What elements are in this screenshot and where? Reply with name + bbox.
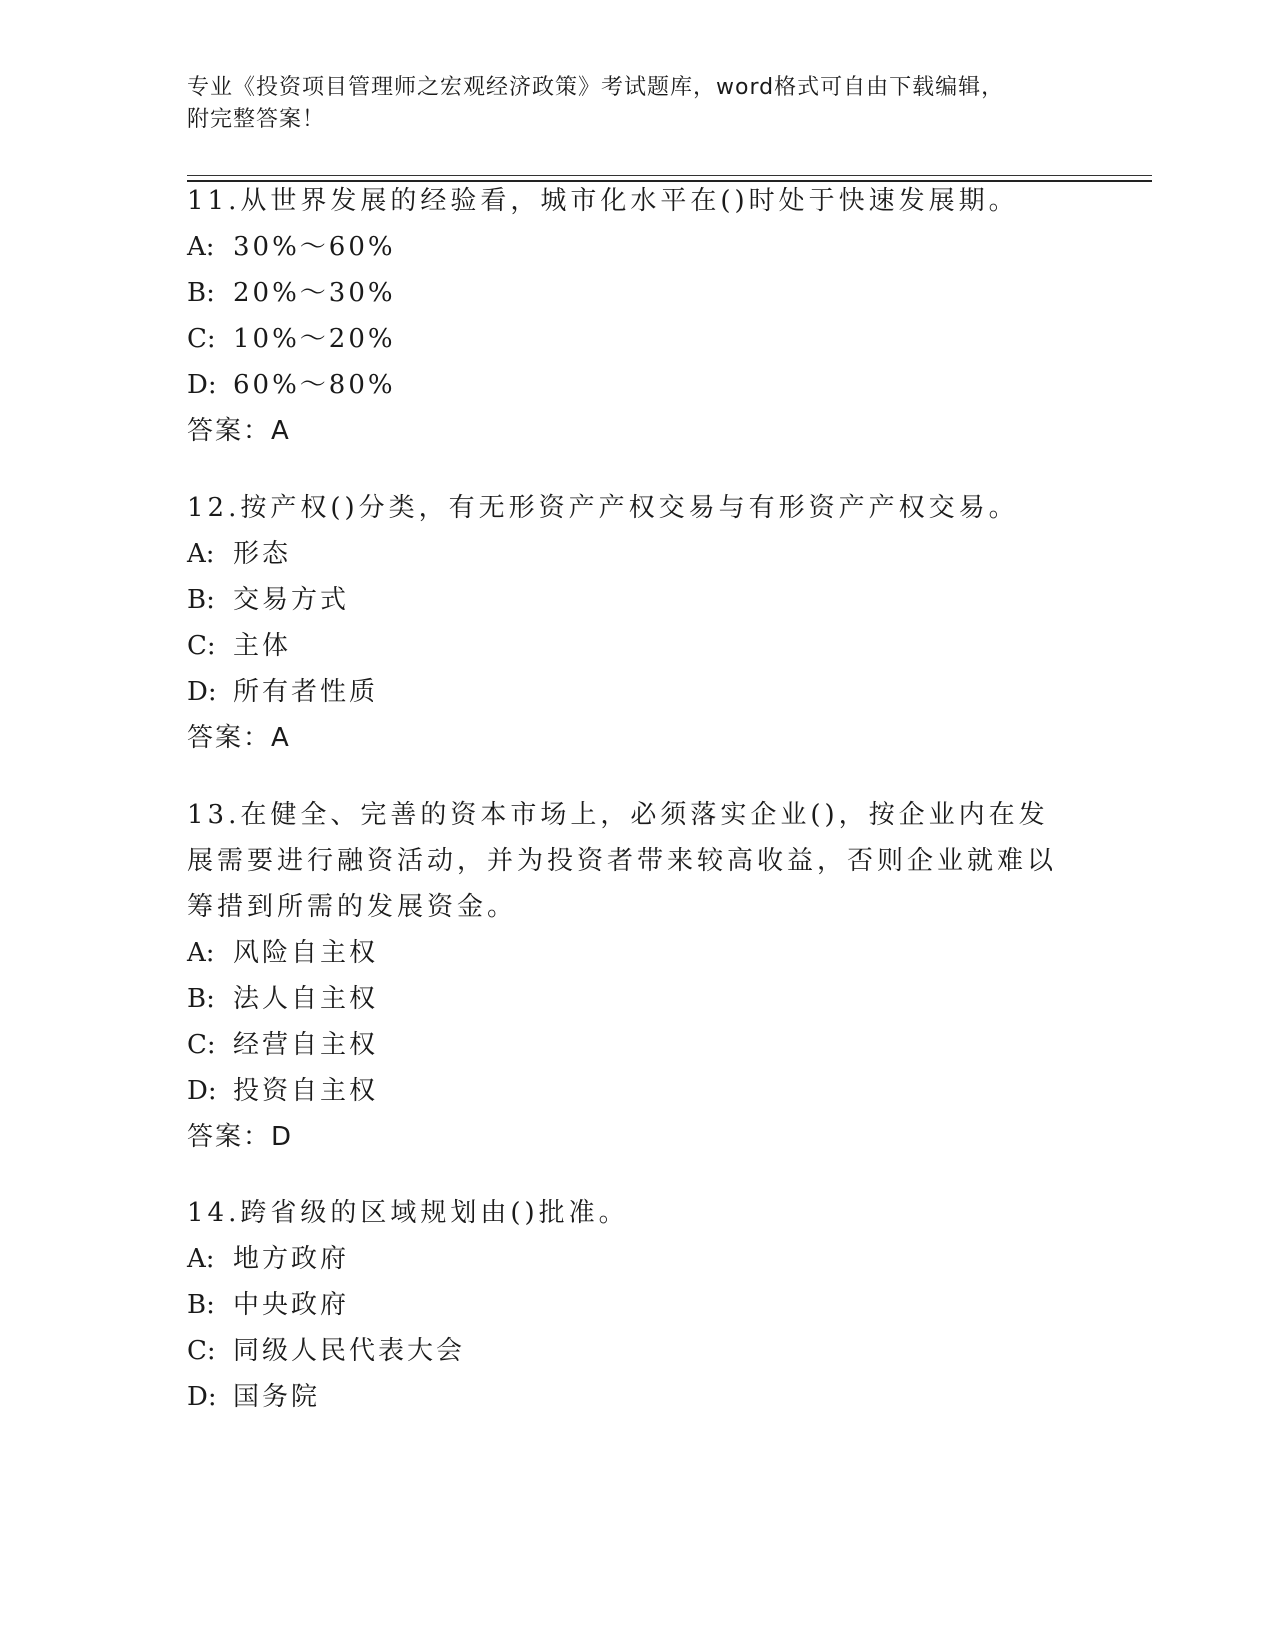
option-text: 30%～60%	[233, 232, 396, 262]
header-line-2: 附完整答案！	[187, 107, 326, 132]
answer-line: 答案：A	[187, 723, 291, 753]
option-b	[187, 1282, 1087, 1328]
header-line-1: 专业《投资项目管理师之宏观经济政策》考试题库，word格式可自由下载编辑，	[187, 75, 1005, 100]
option-a	[187, 224, 1087, 270]
option-text: 形态	[233, 539, 292, 569]
option-key: C:	[187, 631, 216, 661]
option-text: 10%～20%	[233, 324, 396, 354]
option-a	[187, 930, 1072, 976]
option-text: 中央政府	[233, 1290, 350, 1320]
document-header	[187, 72, 1087, 136]
option-b	[187, 976, 1072, 1022]
option-text: 20%～30%	[233, 278, 396, 308]
option-key: C:	[187, 1030, 216, 1060]
option-d	[187, 669, 1087, 715]
option-text: 交易方式	[233, 585, 350, 615]
question-13	[187, 792, 1072, 1160]
option-text: 所有者性质	[233, 677, 379, 707]
option-text: 法人自主权	[233, 984, 379, 1014]
option-text: 国务院	[233, 1382, 321, 1412]
header-divider-thin	[187, 175, 1152, 176]
question-stem: 11.从世界发展的经验看，城市化水平在()时处于快速发展期。	[187, 186, 1019, 216]
option-text: 风险自主权	[233, 938, 379, 968]
option-d	[187, 1374, 1087, 1420]
option-key: D:	[187, 370, 217, 400]
answer-line: 答案：D	[187, 1122, 294, 1152]
option-b	[187, 577, 1087, 623]
option-text: 60%～80%	[233, 370, 396, 400]
question-stem: 13.在健全、完善的资本市场上，必须落实企业()，按企业内在发展需要进行融资活动，并为投资者带来较高收益，否则企业就难以筹措到所需的发展资金。	[187, 800, 1058, 922]
option-key: A:	[187, 232, 215, 262]
option-text: 同级人民代表大会	[233, 1336, 466, 1366]
option-key: A:	[187, 938, 215, 968]
option-key: B:	[187, 278, 215, 308]
question-stem: 14.跨省级的区域规划由()批准。	[187, 1198, 629, 1228]
option-key: C:	[187, 1336, 216, 1366]
option-key: B:	[187, 585, 215, 615]
option-key: A:	[187, 1244, 215, 1274]
option-c	[187, 316, 1087, 362]
answer-line: 答案：A	[187, 416, 291, 446]
option-text: 投资自主权	[233, 1076, 379, 1106]
option-key: D:	[187, 677, 217, 707]
question-11	[187, 178, 1087, 454]
option-d	[187, 362, 1087, 408]
option-text: 经营自主权	[233, 1030, 379, 1060]
option-text: 地方政府	[233, 1244, 350, 1274]
option-key: D:	[187, 1382, 217, 1412]
option-text: 主体	[233, 631, 292, 661]
question-stem: 12.按产权()分类，有无形资产产权交易与有形资产产权交易。	[187, 493, 1019, 523]
question-14	[187, 1190, 1087, 1420]
option-b	[187, 270, 1087, 316]
option-c	[187, 623, 1087, 669]
option-key: A:	[187, 539, 215, 569]
question-12	[187, 485, 1087, 761]
option-key: D:	[187, 1076, 217, 1106]
option-key: C:	[187, 324, 216, 354]
option-c	[187, 1328, 1087, 1374]
option-a	[187, 531, 1087, 577]
option-key: B:	[187, 984, 215, 1014]
option-key: B:	[187, 1290, 215, 1320]
option-d	[187, 1068, 1072, 1114]
option-a	[187, 1236, 1087, 1282]
option-c	[187, 1022, 1072, 1068]
